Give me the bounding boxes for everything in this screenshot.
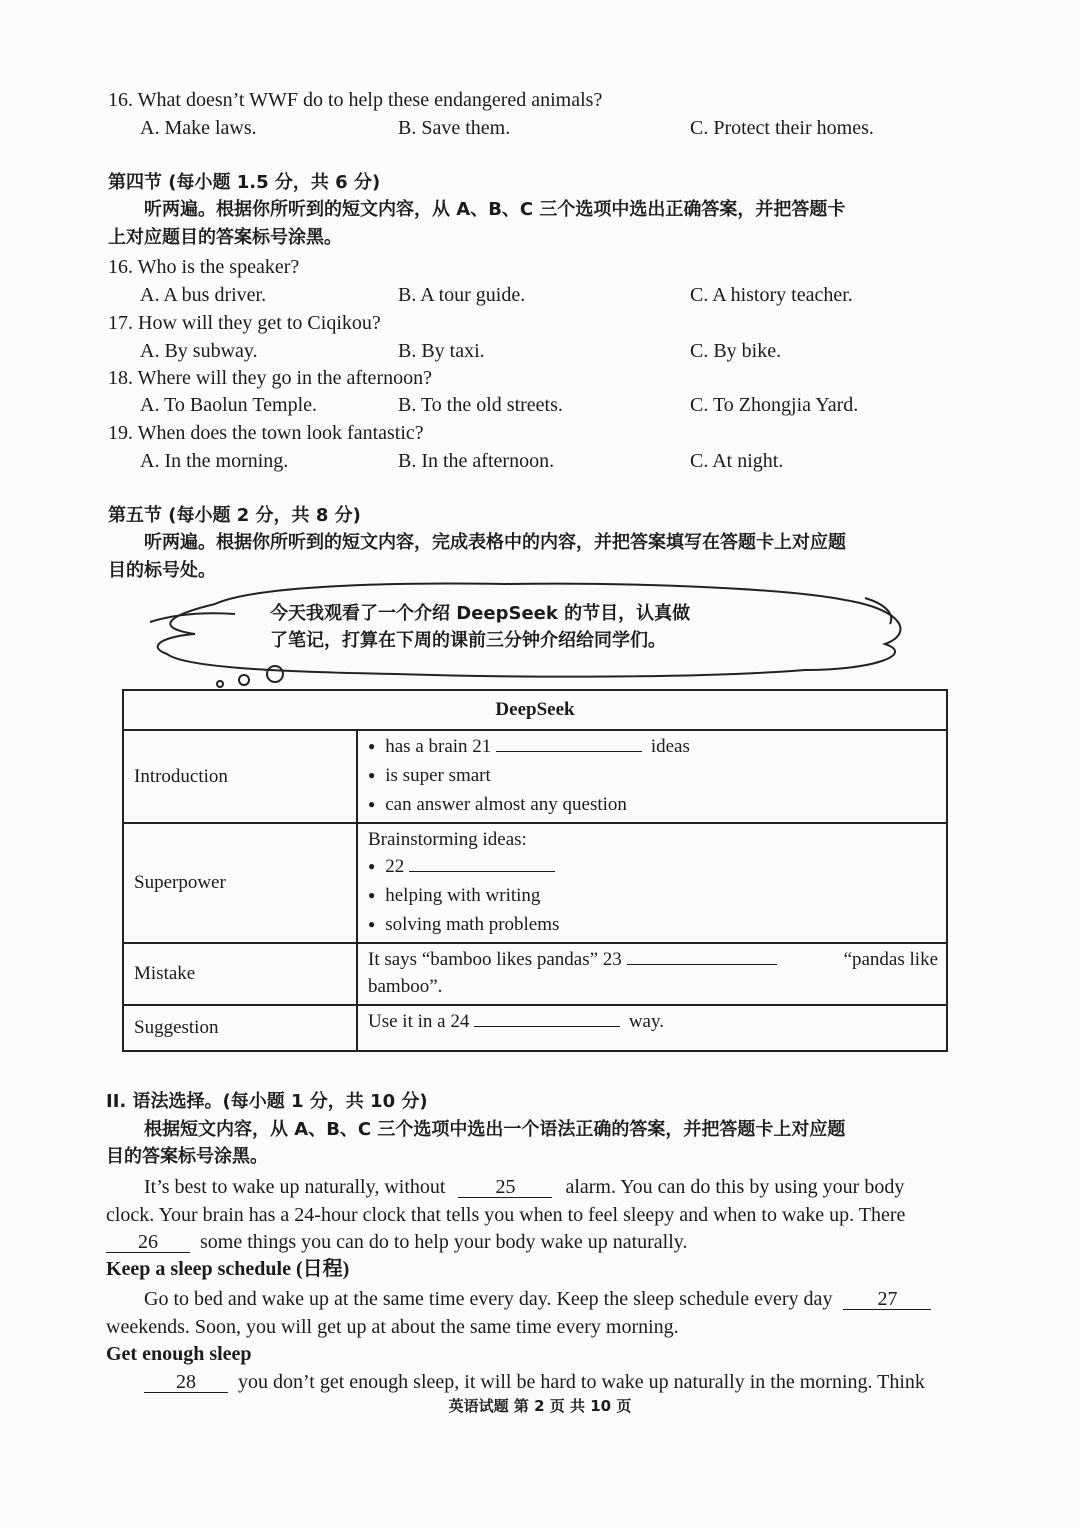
superpower-item-1: ● 22 xyxy=(368,853,938,882)
option-c: C. To Zhongjia Yard. xyxy=(690,394,859,416)
intro-item-3: ● can answer almost any question xyxy=(368,791,938,820)
part-2-title: II. 语法选择。(每小题 1 分，共 10 分) xyxy=(106,1091,428,1112)
part-2-instruction-cont: 目的答案标号涂黑。 xyxy=(106,1146,268,1167)
blank-22 xyxy=(409,871,555,872)
question-16-top: 16. What doesn’t WWF do to help these endangered animals? xyxy=(108,89,603,111)
superpower-cell xyxy=(357,823,947,943)
table-header: DeepSeek xyxy=(123,690,947,730)
option-c: C. By bike. xyxy=(690,340,782,362)
passage-line-6: 28 you don’t get enough sleep, it will be hard to wake up naturally in the morning. Think xyxy=(144,1370,925,1394)
deepseek-notes-table xyxy=(122,689,948,1052)
section-5-title: 第五节 (每小题 2 分，共 8 分) xyxy=(108,505,361,526)
row-label-superpower: Superpower xyxy=(123,823,357,943)
blank-23 xyxy=(627,964,777,965)
option-b: B. A tour guide. xyxy=(398,284,526,306)
mistake-line-1: It says “bamboo likes pandas” 23 “pandas like xyxy=(368,949,938,970)
section-5-instruction: 听两遍。根据你所听到的短文内容，完成表格中的内容，并把答案填写在答题卡上对应题 xyxy=(144,532,846,553)
option-b: B. Save them. xyxy=(398,117,511,139)
question-18: 18. Where will they go in the afternoon? xyxy=(108,367,432,389)
option-a: A. To Baolun Temple. xyxy=(140,394,318,416)
option-b: B. In the afternoon. xyxy=(398,450,555,472)
option-c: C. At night. xyxy=(690,450,784,472)
passage-line-4: Go to bed and wake up at the same time every day. Keep the sleep schedule every day 27 xyxy=(144,1287,931,1311)
cloud-line-1: 今天我观看了一个介绍 DeepSeek 的节目，认真做 xyxy=(270,603,691,624)
row-label-mistake: Mistake xyxy=(123,943,357,1005)
option-c: C. A history teacher. xyxy=(690,284,853,306)
question-19: 19. When does the town look fantastic? xyxy=(108,422,424,444)
blank-26: 26 xyxy=(106,1232,190,1253)
superpower-item-2: ● helping with writing xyxy=(368,882,938,911)
cloud-line-2: 了笔记，打算在下周的课前三分钟介绍给同学们。 xyxy=(270,630,666,651)
option-a: A. A bus driver. xyxy=(140,284,267,306)
page-footer: 英语试题 第 2 页 共 10 页 xyxy=(448,1397,632,1415)
option-a: A. By subway. xyxy=(140,340,258,362)
mistake-line-2: bamboo”. xyxy=(368,976,443,997)
section-4-title: 第四节 (每小题 1.5 分，共 6 分) xyxy=(108,172,381,193)
section-5-instruction-cont: 目的标号处。 xyxy=(108,560,216,581)
row-label-introduction: Introduction xyxy=(123,730,357,823)
option-b: B. By taxi. xyxy=(398,340,485,362)
blank-27: 27 xyxy=(843,1289,931,1310)
intro-item-2: ● is super smart xyxy=(368,762,938,791)
blank-28: 28 xyxy=(144,1372,228,1393)
blank-24 xyxy=(474,1026,620,1027)
passage-line-3: 26 some things you can do to help your body wake up naturally. xyxy=(106,1230,688,1254)
superpower-item-3: ● solving math problems xyxy=(368,911,938,940)
blank-21 xyxy=(496,751,642,752)
option-a: A. In the morning. xyxy=(140,450,289,472)
part-2-instruction: 根据短文内容，从 A、B、C 三个选项中选出一个语法正确的答案，并把答题卡上对应题 xyxy=(144,1119,846,1140)
option-a: A. Make laws. xyxy=(140,117,257,139)
superpower-heading: Brainstorming ideas: xyxy=(368,829,527,850)
question-17: 17. How will they get to Ciqikou? xyxy=(108,312,381,334)
mistake-cell xyxy=(357,943,947,1005)
blank-25: 25 xyxy=(458,1177,552,1198)
option-c: C. Protect their homes. xyxy=(690,117,874,139)
subheading-sleep-schedule: Keep a sleep schedule (日程) xyxy=(106,1258,350,1280)
section-4-instruction: 听两遍。根据你所听到的短文内容，从 A、B、C 三个选项中选出正确答案，并把答题卡 xyxy=(144,199,846,220)
subheading-enough-sleep: Get enough sleep xyxy=(106,1343,252,1365)
introduction-cell xyxy=(357,730,947,823)
row-label-suggestion: Suggestion xyxy=(123,1005,357,1051)
intro-item-1: ● has a brain 21 ideas xyxy=(368,733,938,762)
passage-line-5: weekends. Soon, you will get up at about the same time every morning. xyxy=(106,1316,679,1338)
section-4-instruction-cont: 上对应题目的答案标号涂黑。 xyxy=(108,227,342,248)
question-16: 16. Who is the speaker? xyxy=(108,256,300,278)
option-b: B. To the old streets. xyxy=(398,394,563,416)
passage-line-2: clock. Your brain has a 24-hour clock that tells you when to feel sleepy and when to wake up. There xyxy=(106,1204,906,1226)
passage-line-1: It’s best to wake up naturally, without 25 alarm. You can do this by using your body xyxy=(144,1176,905,1198)
suggestion-cell: Use it in a 24 way. xyxy=(357,1005,947,1051)
